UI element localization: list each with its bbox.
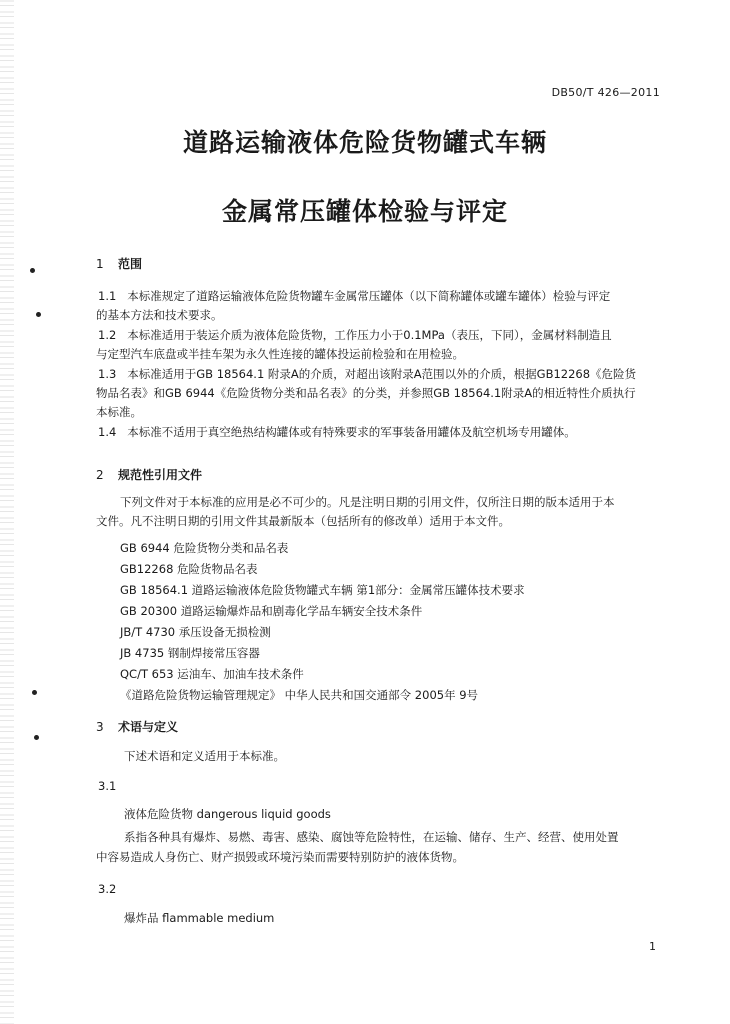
clause-number: 1.1 [98, 289, 117, 303]
reference-item: JB/T 4730 承压设备无损检测 [120, 625, 271, 639]
clause-text: 本标准不适用于真空绝热结构罐体或有特殊要求的军事装备用罐体及航空机场专用罐体。 [127, 425, 576, 439]
standard-code: DB50/T 426—2011 [551, 86, 660, 99]
section-title: 规范性引用文件 [118, 468, 203, 482]
reference-item: GB 18564.1 道路运输液体危险货物罐式车辆 第1部分：金属常压罐体技术要求 [120, 583, 525, 597]
section-3-heading [96, 718, 178, 735]
clause-text: 本标准规定了道路运输液体危险货物罐车金属常压罐体（以下简称罐体或罐车罐体）检验与评定 [127, 289, 611, 303]
clause-1-1 [98, 287, 610, 306]
clause-number: 1.4 [98, 425, 117, 439]
normative-refs-intro-line2: 文件。凡不注明日期的引用文件其最新版本（包括所有的修改单）适用于本文件。 [96, 514, 510, 528]
clause-1-3-cont: 物品名表》和GB 6944《危险货物分类和品名表》的分类，并参照GB 18564.1附录A的相近特性介质执行 [96, 386, 636, 400]
clause-text: 本标准适用于装运介质为液体危险货物，工作压力小于0.1MPa（表压，下同），金属材料制造且 [127, 328, 612, 342]
section-number: 2 [96, 468, 104, 482]
scan-speck [36, 312, 41, 317]
reference-item: GB 20300 道路运输爆炸品和剧毒化学品车辆安全技术条件 [120, 604, 423, 618]
clause-1-2 [98, 326, 612, 345]
section-number: 3 [96, 720, 104, 734]
document-title-line2: 金属常压罐体检验与评定 [221, 197, 508, 226]
scan-speck [34, 735, 39, 740]
scan-speck [30, 268, 35, 273]
clause-1-2-cont: 与定型汽车底盘或半挂车架为永久性连接的罐体投运前检验和在用检验。 [96, 347, 464, 361]
section-title: 术语与定义 [118, 720, 179, 734]
reference-item: 《道路危险货物运输管理规定》 中华人民共和国交通部令 2005年 9号 [120, 688, 479, 702]
term-title: 液体危险货物 dangerous liquid goods [124, 807, 331, 821]
term-definition-line2: 中容易造成人身伤亡、财产损毁或环境污染而需要特别防护的液体货物。 [96, 850, 464, 864]
clause-1-3 [98, 365, 636, 384]
reference-item: JB 4735 钢制焊接常压容器 [120, 646, 260, 660]
term-number: 3.1 [98, 779, 117, 793]
scan-speck [32, 690, 37, 695]
normative-refs-intro-line1: 下列文件对于本标准的应用是必不可少的。凡是注明日期的引用文件，仅所注日期的版本适用于本 [120, 495, 615, 509]
clause-number: 1.2 [98, 328, 117, 342]
section-number: 1 [96, 257, 104, 271]
reference-item: GB12268 危险货物品名表 [120, 562, 258, 576]
clause-1-1-cont: 的基本方法和技术要求。 [96, 308, 223, 322]
page-number: 1 [649, 940, 656, 953]
clause-1-4 [98, 423, 576, 442]
clause-1-3-cont2: 本标准。 [96, 405, 142, 419]
section-1-heading [96, 255, 142, 272]
clause-number: 1.3 [98, 367, 117, 381]
term-definition-line1: 系指各种具有爆炸、易燃、毒害、感染、腐蚀等危险特性，在运输、储存、生产、经营、使用处置 [124, 830, 619, 844]
term-number: 3.2 [98, 882, 117, 896]
terms-intro: 下述术语和定义适用于本标准。 [124, 749, 285, 763]
reference-item: GB 6944 危险货物分类和品名表 [120, 541, 289, 555]
clause-text: 本标准适用于GB 18564.1 附录A的介质，对超出该附录A范围以外的介质，根据GB12268《危险货 [127, 367, 637, 381]
document-title-line1: 道路运输液体危险货物罐式车辆 [182, 128, 547, 157]
section-title: 范围 [118, 257, 143, 271]
reference-item: QC/T 653 运油车、加油车技术条件 [120, 667, 304, 681]
section-2-heading [96, 466, 202, 483]
term-title: 爆炸品 flammable medium [124, 911, 275, 925]
